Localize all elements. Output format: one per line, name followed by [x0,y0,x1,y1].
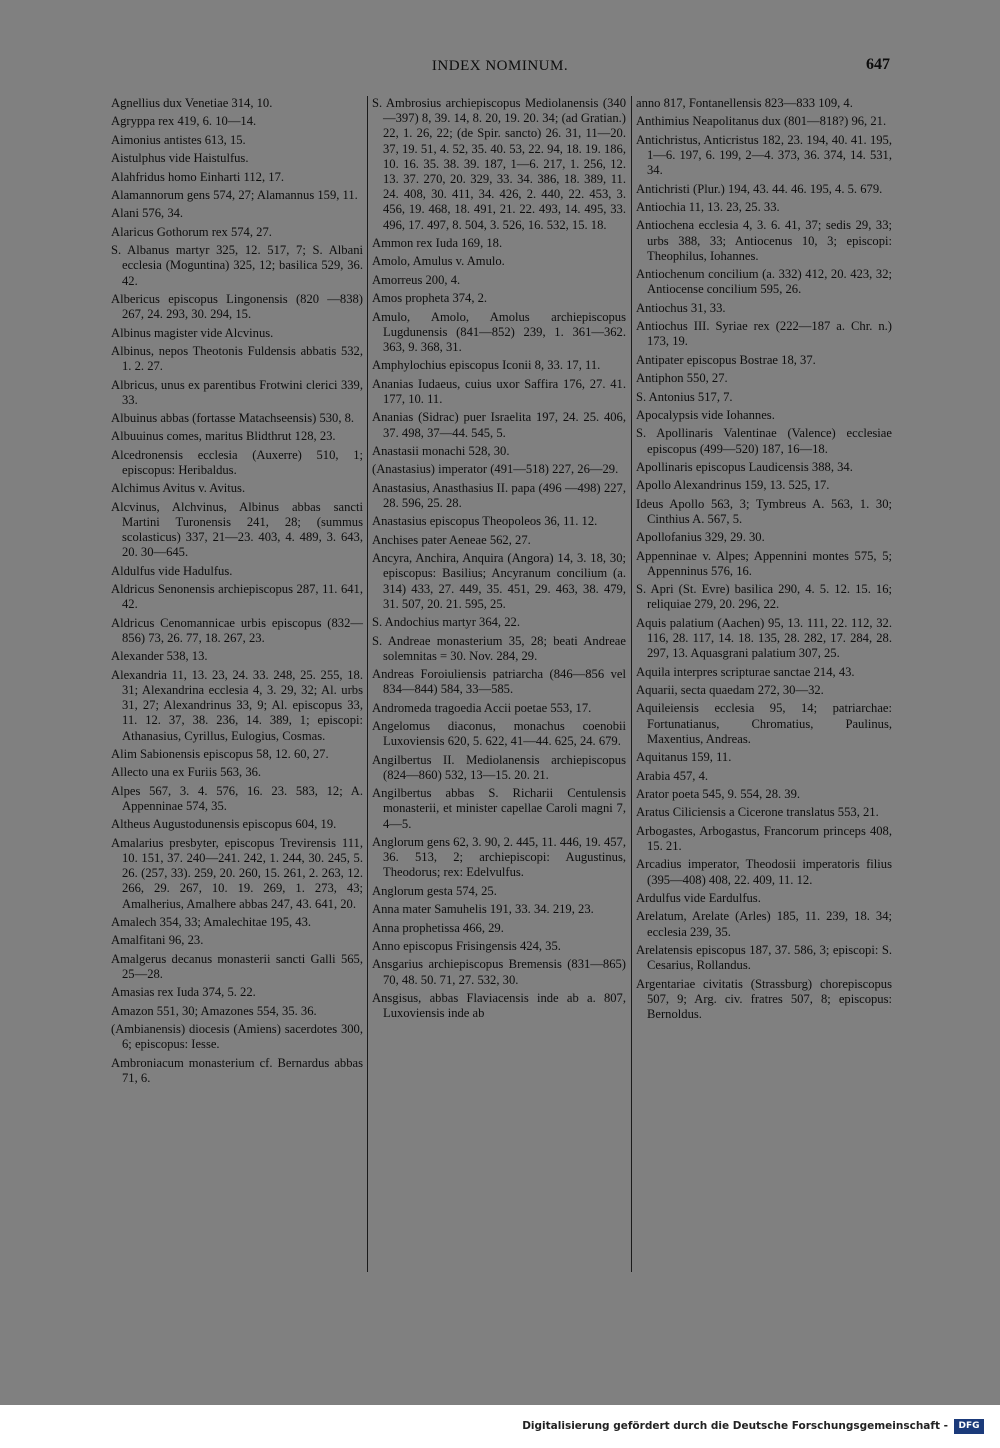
index-entry: S. Apri (St. Evre) basilica 290, 4. 5. 12. 15. 16; reliquiae 279, 20. 296, 22. [636,582,892,612]
index-entry: Aldricus Cenomannicae urbis episcopus (832—856) 73, 26. 77, 18. 267, 23. [111,615,363,646]
index-entry: Angelomus diaconus, monachus coenobii Luxoviensis 620, 5. 622, 41—44. 625, 24. 679. [372,719,626,749]
index-entry: Amos propheta 374, 2. [372,291,488,306]
index-entry: Amorreus 200, 4. [372,272,461,287]
index-entry: Alahfridus homo Einharti 112, 17. [111,169,285,184]
index-column-1 [111,96,363,1089]
index-entry: Alamannorum gens 574, 27; Alamannus 159, 11. [111,187,358,202]
page-number: 647 [866,56,890,73]
index-entry: Anastasius episcopus Theopoleos 36, 11. 12. [372,514,598,529]
index-entry: S. Albanus martyr 325, 12. 517, 7; S. Albani ecclesia (Moguntina) 325, 12; basilica 529, 36. 42. [111,243,363,288]
index-entry: Alani 576, 34. [111,206,184,221]
index-entry: Ansgarius archiepiscopus Bremensis (831—865) 70, 48. 50. 71, 27. 532, 30. [372,957,626,987]
index-entry: Antiochenum concilium (a. 332) 412, 20. 423, 32; Antiocense concilium 595, 26. [636,267,892,297]
index-entry: Alaricus Gothorum rex 574, 27. [111,224,272,239]
index-entry: Antipater episcopus Bostrae 18, 37. [636,352,816,367]
index-entry: (Ambianensis) diocesis (Amiens) sacerdotes 300, 6; episcopus: Iesse. [111,1022,363,1052]
index-entry: Altheus Augustodunensis episcopus 604, 19. [111,817,337,832]
index-entry: Aratus Ciliciensis a Cicerone translatus 553, 21. [636,805,879,820]
index-entry: Andreas Foroiuliensis patriarcha (846—856 vel 834—844) 584, 33—585. [372,667,626,697]
index-entry: S. Andreae monasterium 35, 28; beati Andreae solemnitas = 30. Nov. 284, 29. [372,633,626,663]
index-entry: Albuuinus comes, maritus Blidthrut 128, 23. [111,429,336,444]
index-entry: Ancyra, Anchira, Anquira (Angora) 14, 3. 18, 30; episcopus: Basilius; Ancyranum concilium (a. 314) 433, 27. 449, 35. 451, 29. 463, 38. 479, 31. 507, 20. 21. 595, 25. [372,551,626,611]
index-entry: Ananias Iudaeus, cuius uxor Saffira 176, 27. 41. 177, 10. 11. [372,376,626,406]
index-entry: Anno episcopus Frisingensis 424, 35. [372,939,561,954]
index-entry: Ardulfus vide Eardulfus. [636,890,761,905]
index-entry: Alchimus Avitus v. Avitus. [111,481,246,496]
index-entry: Ananias (Sidrac) puer Israelita 197, 24. 25. 406, 37. 498, 37—44. 545, 5. [372,410,626,440]
index-entry: Andromeda tragoedia Accii poetae 553, 17. [372,700,592,715]
index-entry: Alexander 538, 13. [111,649,208,664]
footer-bar [0,1405,1000,1448]
index-entry: S. Andochius martyr 364, 22. [372,615,520,630]
index-entry: Aldulfus vide Hadulfus. [111,563,233,578]
index-entry: Angilbertus II. Mediolanensis archiepiscopus (824—860) 532, 13—15. 20. 21. [372,752,626,782]
index-entry: Amasias rex Iuda 374, 5. 22. [111,985,256,1000]
index-entry: Aimonius antistes 613, 15. [111,132,246,147]
index-entry: Anastasius, Anasthasius II. papa (496 —498) 227, 28. 596, 25. 28. [372,480,626,510]
index-entry: Anna prophetissa 466, 29. [372,920,504,935]
index-entry: Albericus episcopus Lingonensis (820 —838) 267, 24. 293, 30. 294, 15. [111,291,363,322]
index-entry: S. Antonius 517, 7. [636,389,733,404]
index-entry: Albinus magister vide Alcvinus. [111,325,274,340]
index-entry: Arelatum, Arelate (Arles) 185, 11. 239, 18. 34; ecclesia 239, 35. [636,909,892,939]
index-entry: Allecto una ex Furiis 563, 36. [111,765,262,780]
index-entry: Anglorum gens 62, 3. 90, 2. 445, 11. 446, 19. 457, 36. 513, 2; archiepiscopi: Augustinus, Theodorus; rex: Edelvulfus. [372,835,626,880]
index-entry: Amazon 551, 30; Amazones 554, 35. 36. [111,1003,317,1018]
index-entry: Antichristi (Plur.) 194, 43. 44. 46. 195, 4. 5. 679. [636,181,883,196]
index-entry: Arelatensis episcopus 187, 37. 586, 3; episcopi: S. Cesarius, Rollandus. [636,942,892,973]
funding-notice: Digitalisierung gefördert durch die Deutsche Forschungsgemeinschaft - [522,1420,948,1432]
index-entry: Agryppa rex 419, 6. 10—14. [111,114,257,129]
index-entry: Aquila interpres scripturae sanctae 214, 43. [636,664,855,679]
index-entry: Anglorum gesta 574, 25. [372,883,497,898]
column-divider [367,96,368,1272]
index-entry: Alcvinus, Alchvinus, Albinus abbas sancti Martini Turonensis 241, 28; (summus scolasticus) 337, 21—23. 403, 4. 489, 3. 643, 20. 30—645. [111,499,363,560]
index-entry: Amalarius presbyter, episcopus Trevirensis 111, 10. 151, 37. 240—241. 242, 1. 244, 30. 245, 5. 26. (257, 33). 259, 20. 260, 15. 261, 2. 263, 12. 266, 29. 267, 10. 19. 269, 1. 273, 43; Amalherius, Amalhere abbas 247, 43. 641, 20. [111,835,363,911]
index-entry: Antiochena ecclesia 4, 3. 6. 41, 37; sedis 29, 33; urbs 388, 33; Antiocenus 10, 3; episcopi: Theophilus, Iohannes. [636,218,892,263]
index-entry: Ideus Apollo 563, 3; Tymbreus A. 563, 1. 30; Cinthius A. 567, 5. [636,496,892,526]
index-entry: Amalech 354, 33; Amalechitae 195, 43. [111,915,312,929]
index-entry: Alpes 567, 3. 4. 576, 16. 23. 583, 12; A. Appenninae 574, 35. [111,783,363,814]
index-entry: Alexandria 11, 13. 23, 24. 33. 248, 25. 255, 18. 31; Alexandrina ecclesia 4, 3. 29, 32; Al. urbs 31, 27; Alexandrinus 33, 9; Al. episcopus 33, 11. 12. 37, 38. 236, 14. 389, 1; episcopi: Athanasius, Cyrillus, Eulogius, Cosmas. [111,667,363,743]
index-entry: Anastasii monachi 528, 30. [372,443,510,458]
index-entry: Amphylochius episcopus Iconii 8, 33. 17, 11. [372,358,601,373]
index-entry: Apollinaris episcopus Laudicensis 388, 34. [636,459,853,474]
index-entry: Arbogastes, Arbogastus, Francorum princeps 408, 15. 21. [636,823,892,853]
index-entry: Aquileiensis ecclesia 95, 14; patriarchae: Fortunatianus, Chromatius, Paulinus, Maxentius, Andreas. [636,701,892,746]
index-entry: Apollofanius 329, 29. 30. [636,530,765,545]
index-entry: Antiphon 550, 27. [636,371,728,386]
index-entry: Alcedronensis ecclesia (Auxerre) 510, 1; episcopus: Heribaldus. [111,447,363,478]
index-entry: Ammon rex Iuda 169, 18. [372,236,503,251]
index-entry: Amolo, Amulus v. Amulo. [372,254,505,269]
index-entry: Apocalypsis vide Iohannes. [636,407,775,422]
index-entry: Ansgisus, abbas Flaviacensis inde ab a. 807, Luxoviensis inde ab [372,991,626,1021]
index-entry: Alim Sabionensis episcopus 58, 12. 60, 27. [111,747,329,762]
index-entry: Angilbertus abbas S. Richarii Centulensis monasterii, et minister capellae Caroli magni 7, 4—5. [372,786,626,831]
index-entry: Amalgerus decanus monasterii sancti Galli 565, 25—28. [111,951,363,981]
index-entry: S. Ambrosius archiepiscopus Mediolanensis (340—397) 8, 39. 14, 8. 20, 19. 20. 34; (ad Gratian.) 22, 1. 26, 22; (de Spir. sancto) 26. 31, 11—20. 37, 19. 51, 4. 52, 35. 40. 53, 22. 94, 18. 19. 186, 10. 16. 35. 38. 39. 187, 1—6. 217, 1. 256, 12. 13. 37. 270, 20. 329, 33. 34. 386, 18. 389, 11. 24. 408, 30. 411, 34. 426, 2. 440, 22. 453, 3. 456, 19. 468, 18. 491, 21. 22. 493, 14. 495, 33. 496, 17. 497, 8. 504, 3. 526, 16. 532, 15. 18. [372,96,626,232]
index-entry: Antiochus III. Syriae rex (222—187 a. Chr. n.) 173, 19. [636,319,892,349]
index-column-3 [636,96,892,1025]
index-column-2 [372,96,626,1025]
column-divider [631,96,632,1272]
index-entry: Aquitanus 159, 11. [636,750,732,765]
index-entry: Agnellius dux Venetiae 314, 10. [111,96,273,110]
index-entry: Anchises pater Aeneae 562, 27. [372,532,531,547]
page-title: INDEX NOMINUM. [431,58,569,74]
index-entry: Aquis palatium (Aachen) 95, 13. 111, 22. 112, 32. 116, 28. 117, 14. 18. 135, 28. 282, 17. 284, 28. 297, 13. Aquasgrani palatium 307, 25. [636,615,892,661]
index-entry: Anna mater Samuhelis 191, 33. 34. 219, 23. [372,902,594,917]
index-entry: (Anastasius) imperator (491—518) 227, 26—29. [372,462,619,477]
index-entry: Arcadius imperator, Theodosii imperatoris filius (395—408) 408, 22. 409, 11. 12. [636,857,892,887]
index-entry: Albuinus abbas (fortasse Matachseensis) 530, 8. [111,411,355,426]
dfg-logo: DFG [954,1419,984,1434]
index-entry: Aldricus Senonensis archiepiscopus 287, 11. 641, 42. [111,582,363,612]
index-entry: Antiochus 31, 33. [636,300,726,315]
index-entry: Antiochia 11, 13. 23, 25. 33. [636,199,780,214]
index-entry: Albinus, nepos Theotonis Fuldensis abbatis 532, 1. 2. 27. [111,343,363,374]
index-entry: Ambroniacum monasterium cf. Bernardus abbas 71, 6. [111,1055,363,1085]
index-entry: Argentariae civitatis (Strassburg) chorepiscopus 507, 9; Arg. civ. fratres 507, 8; episcopus: Bernoldus. [636,976,892,1021]
index-entry: Albricus, unus ex parentibus Frotwini clerici 339, 33. [111,377,363,407]
index-entry: Arabia 457, 4. [636,768,709,783]
index-entry: Arator poeta 545, 9. 554, 28. 39. [636,787,801,801]
index-entry: Amulo, Amolo, Amolus archiepiscopus Lugdunensis (841—852) 239, 1. 361—362. 363, 9. 368, 31. [372,309,626,354]
index-entry: Aistulphus vide Haistulfus. [111,151,249,166]
index-entry: Apollo Alexandrinus 159, 13. 525, 17. [636,478,830,493]
index-entry: anno 817, Fontanellensis 823—833 109, 4. [636,96,853,110]
index-entry: Anthimius Neapolitanus dux (801—818?) 96, 21. [636,114,887,129]
index-entry: Aquarii, secta quaedam 272, 30—32. [636,683,824,698]
index-entry: S. Apollinaris Valentinae (Valence) ecclesiae episcopus (499—520) 187, 16—18. [636,426,892,456]
index-entry: Amalfitani 96, 23. [111,933,204,948]
index-entry: Appenninae v. Alpes; Appennini montes 575, 5; Appenninus 576, 16. [636,548,892,578]
index-entry: Antichristus, Anticristus 182, 23. 194, 40. 41. 195, 1—6. 197, 6. 199, 2—4. 373, 36. 374, 14. 531, 34. [636,132,892,178]
